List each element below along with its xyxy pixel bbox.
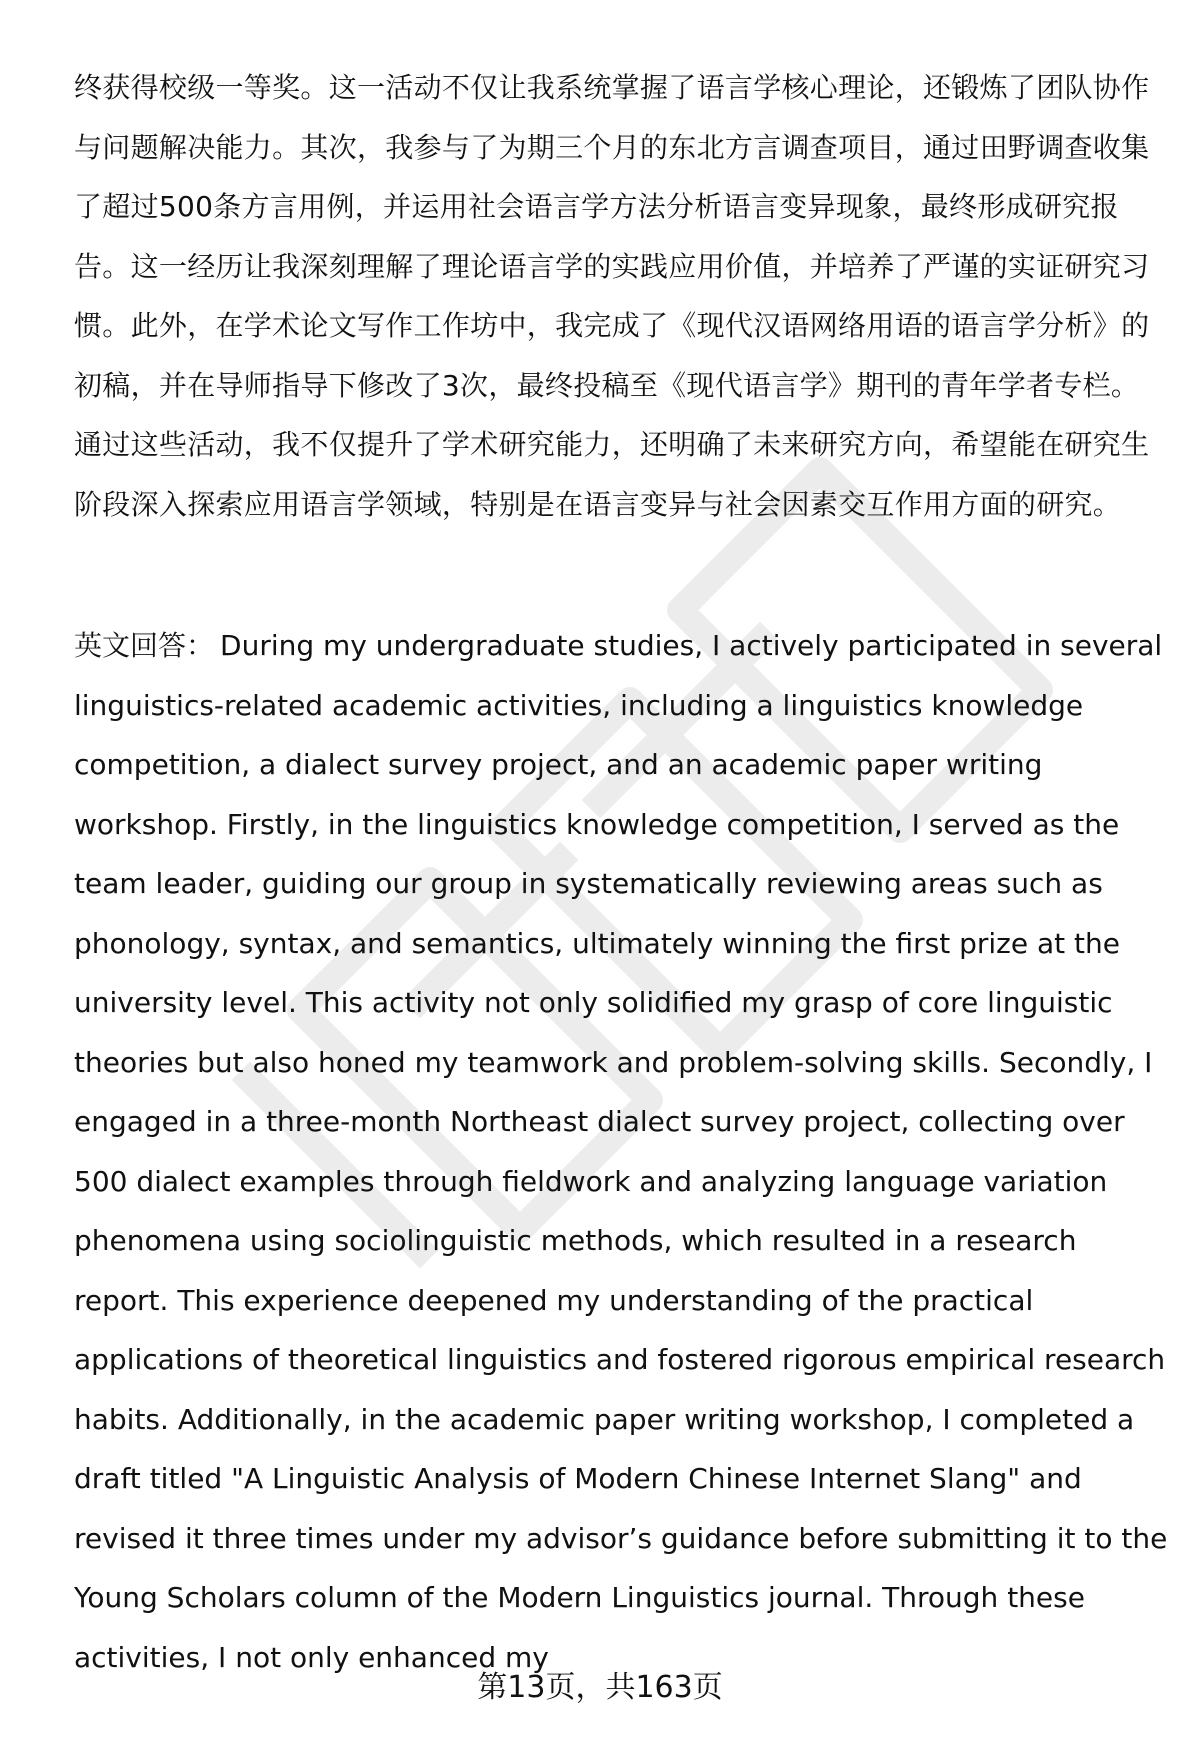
english-answer-paragraph — [74, 616, 1177, 1687]
page-number: 第13页，共163页 — [477, 1670, 723, 1705]
english-answer-text: During my undergraduate studies, I actively participated in several linguistics-related academic activities, including a linguistics knowledge competition, a dialect survey project, and an academic paper writing workshop. Firstly, in the linguistics knowledge competition, I served as the team leader, guiding our group in systematically reviewing areas such as phonology, syntax, and semantics, ultimately winning the first prize at the university level. This activity not only solidified my grasp of core linguistic theories but also honed my teamwork and problem-solving skills. Secondly, I engaged in a three-month Northeast dialect survey project, collecting over 500 dialect examples through fieldwork and analyzing language variation phenomena using sociolinguistic methods, which resulted in a research report. This experience deepened my understanding of the practical applications of theoretical linguistics and fostered rigorous empirical research habits. Additionally, in the academic paper writing workshop, I completed a draft titled "A Linguistic Analysis of Modern Chinese Internet Slang" and revised it three times under my advisor’s guidance before submitting it to the Young Scholars column of the Modern Linguistics journal. Through these activities, I not only enhanced my — [74, 629, 1177, 1674]
chinese-answer-paragraph: 终获得校级一等奖。这一活动不仅让我系统掌握了语言学核心理论，还锻炼了团队协作与问题解决能力。其次，我参与了为期三个月的东北方言调查项目，通过田野调查收集了超过500条方言用例，并运用社会语言学方法分析语言变异现象，最终形成研究报告。这一经历让我深刻理解了理论语言学的实践应用价值，并培养了严谨的实证研究习惯。此外，在学术论文写作工作坊中，我完成了《现代汉语网络用语的语言学分析》的初稿，并在导师指导下修改了3次，最终投稿至《现代语言学》期刊的青年学者专栏。通过这些活动，我不仅提升了学术研究能力，还明确了未来研究方向，希望能在研究生阶段深入探索应用语言学领域，特别是在语言变异与社会因素交互作用方面的研究。 — [74, 71, 1150, 521]
english-answer-label: 英文回答： — [74, 629, 215, 662]
